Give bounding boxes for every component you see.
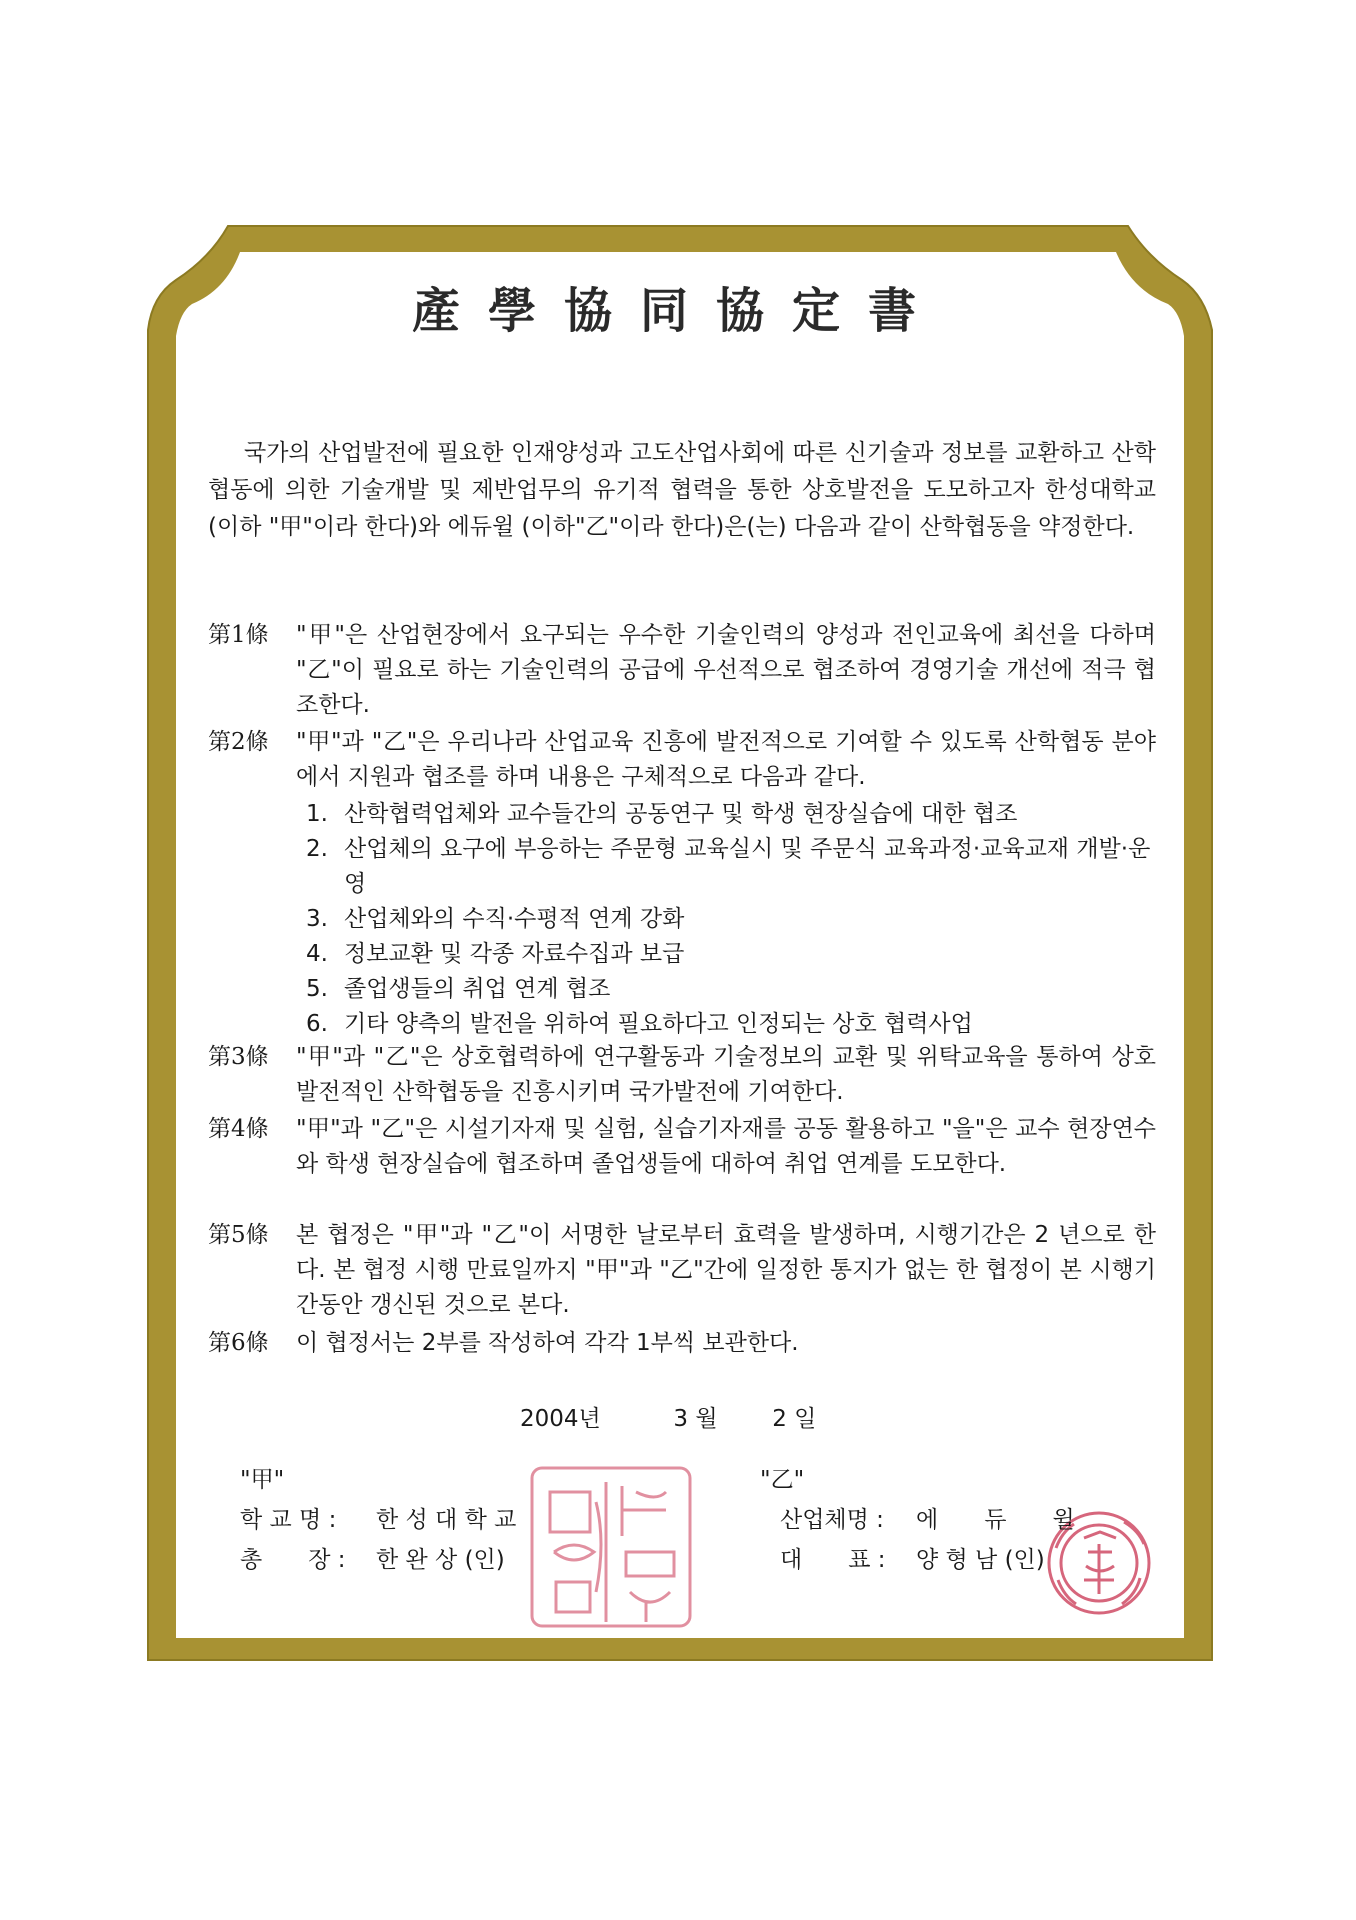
item-number: 2. [306, 836, 328, 862]
article-1 [208, 618, 1156, 723]
school-value: 한 성 대 학 교 [376, 1507, 517, 1533]
date-month: 3 월 [673, 1406, 718, 1432]
item-text: 산업체와의 수직·수평적 연계 강화 [344, 906, 685, 932]
list-item [306, 972, 1156, 1007]
item-number: 6. [306, 1011, 328, 1037]
date-day: 2 일 [772, 1406, 817, 1432]
item-number: 3. [306, 906, 328, 932]
party-b-rep-row [760, 1540, 1075, 1580]
item-number: 5. [306, 976, 328, 1002]
article-number: 第3條 [208, 1044, 269, 1070]
item-number: 4. [306, 941, 328, 967]
article-2-items [306, 797, 1156, 1042]
company-label: 산업체명 : [780, 1507, 884, 1533]
article-4 [208, 1112, 1156, 1182]
item-text: 정보교환 및 각종 자료수집과 보급 [344, 941, 685, 967]
article-text: "甲"과 "乙"은 시설기자재 및 실험, 실습기자재를 공동 활용하고 "을"은 교수 현장연수와 학생 현장실습에 협조하며 졸업생들에 대하여 취업 연계를 도모한다. [296, 1116, 1156, 1177]
rep-value: 양 형 남 (인) [916, 1547, 1045, 1573]
article-number: 第6條 [208, 1330, 269, 1356]
article-5 [208, 1218, 1156, 1323]
list-item [306, 797, 1156, 832]
list-item [306, 832, 1156, 902]
head-label: 총 장 : [240, 1547, 346, 1573]
party-b-block [760, 1460, 1075, 1580]
agreement-date [520, 1400, 816, 1433]
article-text: "甲"과 "乙"은 상호협력하에 연구활동과 기술정보의 교환 및 위탁교육을 통하여 상호 발전적인 산학협동을 진흥시키며 국가발전에 기여한다. [296, 1044, 1156, 1105]
article-3 [208, 1040, 1156, 1110]
school-seal-stamp [526, 1462, 696, 1632]
article-2 [208, 725, 1156, 795]
intro-paragraph [208, 435, 1156, 546]
article-number: 第4條 [208, 1116, 269, 1142]
party-a-head-row [240, 1540, 516, 1580]
item-text: 기타 양측의 발전을 위하여 필요하다고 인정되는 상호 협력사업 [344, 1011, 973, 1037]
item-number: 1. [306, 801, 328, 827]
party-a-mark: "甲" [240, 1467, 285, 1493]
article-number: 第5條 [208, 1222, 269, 1248]
party-b-company-row [760, 1500, 1075, 1540]
list-item [306, 1007, 1156, 1042]
article-text: 이 협정서는 2부를 작성하여 각각 1부씩 보관한다. [296, 1330, 799, 1356]
party-a-school-row [240, 1500, 516, 1540]
date-year: 2004년 [520, 1406, 601, 1432]
article-number: 第1條 [208, 622, 269, 648]
article-text: "甲"과 "乙"은 우리나라 산업교육 진흥에 발전적으로 기여할 수 있도록 산학협동 분야에서 지원과 협조를 하며 내용은 구체적으로 다음과 같다. [296, 729, 1156, 790]
item-text: 산학협력업체와 교수들간의 공동연구 및 학생 현장실습에 대한 협조 [344, 801, 1018, 827]
article-6 [208, 1326, 1156, 1361]
document-title: 產學協同協定書 [411, 283, 944, 339]
head-value: 한 완 상 (인) [376, 1547, 505, 1573]
rep-label: 대 표 : [780, 1547, 886, 1573]
item-text: 산업체의 요구에 부응하는 주문형 교육실시 및 주문식 교육과정·교육교재 개발·운영 [344, 836, 1151, 897]
party-a-block [240, 1460, 516, 1580]
list-item [306, 902, 1156, 937]
school-label: 학 교 명 : [240, 1507, 337, 1533]
intro-text: 국가의 산업발전에 필요한 인재양성과 고도산업사회에 따른 신기술과 정보를 교환하고 산학협동에 의한 기술개발 및 제반업무의 유기적 협력을 통한 상호발전을 도모하고자 한성대학교(이하 "甲"이라 한다)와 에듀윌 (이하"乙"이라 한다)은(는) 다음과 같이 산학협동을 약정한다. [208, 440, 1156, 540]
party-b-mark: "乙" [760, 1467, 805, 1493]
company-value: 에 듀 윌 [916, 1507, 1075, 1533]
article-text: 본 협정은 "甲"과 "乙"이 서명한 날로부터 효력을 발생하며, 시행기간은 2 년으로 한다. 본 협정 시행 만료일까지 "甲"과 "乙"간에 일정한 통지가 없는 한 협정이 본 시행기간동안 갱신된 것으로 본다. [296, 1222, 1156, 1318]
item-text: 졸업생들의 취업 연계 협조 [344, 976, 611, 1002]
article-text: "甲"은 산업현장에서 요구되는 우수한 기술인력의 양성과 전인교육에 최선을 다하며 "乙"이 필요로 하는 기술인력의 공급에 우선적으로 협조하여 경영기술 개선에 적극 협조한다. [296, 622, 1156, 718]
list-item [306, 937, 1156, 972]
article-number: 第2條 [208, 729, 269, 755]
